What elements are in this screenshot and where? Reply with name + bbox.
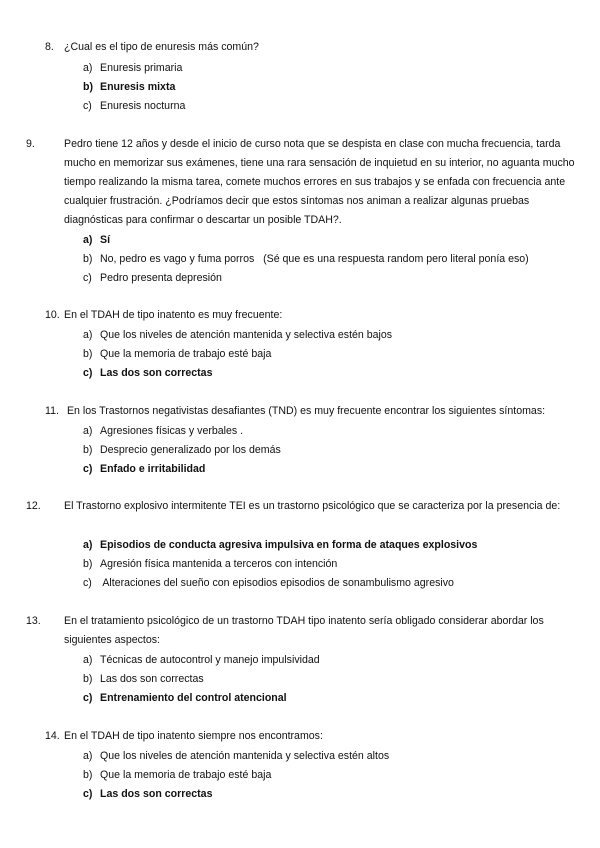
question-number: 9. bbox=[26, 138, 35, 150]
option-text: Las dos son correctas bbox=[100, 673, 204, 685]
option-letter: c) bbox=[83, 463, 93, 475]
question-14-options bbox=[83, 747, 389, 804]
option-letter: a) bbox=[83, 329, 93, 341]
option-letter: b) bbox=[83, 673, 93, 685]
option-text: Enuresis primaria bbox=[100, 62, 183, 74]
option-letter: b) bbox=[83, 253, 93, 265]
option-letter: a) bbox=[83, 654, 93, 666]
option-a bbox=[83, 422, 281, 441]
option-text: Alteraciones del sueño con episodios episodios de sonambulismo agresivo bbox=[100, 577, 454, 589]
option-c bbox=[83, 364, 392, 383]
option-text: Agresiones físicas y verbales . bbox=[100, 425, 244, 437]
option-text: Desprecio generalizado por los demás bbox=[100, 444, 281, 456]
question-text: En el TDAH de tipo inatento siempre nos encontramos: bbox=[64, 730, 323, 742]
question-text: Pedro tiene 12 años y desde el inicio de curso nota que se despista en clase con mucha frecuencia, tarda mucho en memorizar sus exámenes, tiene una rara sensación de inquietud en su interior, no aguanta mucho tiempo realizando la misma tarea, comete muchos errores en sus trabajos y se enfada con frecuencia ante cualquier frustración. ¿Podríamos decir que estos síntomas nos animan a realizar algunas pruebas diagnósticas para confirmar o descartar un posible TDAH?. bbox=[64, 138, 575, 226]
option-letter: c) bbox=[83, 577, 92, 589]
question-number: 11. bbox=[45, 405, 59, 417]
question-13 bbox=[26, 612, 575, 650]
option-c bbox=[83, 97, 185, 116]
option-a bbox=[83, 231, 529, 250]
question-13-options bbox=[83, 651, 320, 708]
option-b bbox=[83, 766, 389, 785]
option-text: Enuresis nocturna bbox=[100, 100, 186, 112]
option-letter: a) bbox=[83, 539, 93, 551]
question-10-options bbox=[83, 326, 392, 383]
option-c bbox=[83, 574, 477, 593]
option-letter: c) bbox=[83, 100, 92, 112]
option-b bbox=[83, 670, 320, 689]
option-c bbox=[83, 269, 529, 288]
option-letter: c) bbox=[83, 367, 93, 379]
option-c bbox=[83, 460, 281, 479]
question-number: 13. bbox=[26, 615, 41, 627]
option-c bbox=[83, 785, 389, 804]
option-text: Las dos son correctas bbox=[100, 788, 213, 800]
question-text: En el TDAH de tipo inatento es muy frecuente: bbox=[64, 309, 283, 321]
option-b bbox=[83, 441, 281, 460]
question-9 bbox=[26, 135, 575, 230]
question-number: 8. bbox=[45, 41, 54, 53]
option-text: Enfado e irritabilidad bbox=[100, 463, 206, 475]
option-letter: c) bbox=[83, 692, 93, 704]
option-letter: c) bbox=[83, 272, 92, 284]
question-text: ¿Cual es el tipo de enuresis más común? bbox=[64, 41, 259, 53]
question-number: 14. bbox=[45, 730, 60, 742]
option-letter: a) bbox=[83, 425, 93, 437]
option-a bbox=[83, 651, 320, 670]
option-text: Que los niveles de atención mantenida y selectiva estén bajos bbox=[100, 329, 393, 341]
option-letter: b) bbox=[83, 769, 93, 781]
option-text: Episodios de conducta agresiva impulsiva en forma de ataques explosivos bbox=[100, 539, 478, 551]
option-letter: b) bbox=[83, 444, 93, 456]
option-a bbox=[83, 747, 389, 766]
option-letter: b) bbox=[83, 81, 93, 93]
question-11-options bbox=[83, 422, 281, 479]
question-number: 12. bbox=[26, 500, 41, 512]
question-12 bbox=[26, 497, 575, 516]
question-text: En los Trastornos negativistas desafiantes (TND) es muy frecuente encontrar los siguientes síntomas: bbox=[64, 405, 546, 417]
option-text: Pedro presenta depresión bbox=[100, 272, 222, 284]
option-text: Que la memoria de trabajo esté baja bbox=[100, 348, 272, 360]
option-b bbox=[83, 250, 529, 269]
option-letter: b) bbox=[83, 558, 93, 570]
option-text: Enuresis mixta bbox=[100, 81, 176, 93]
option-letter: c) bbox=[83, 788, 93, 800]
question-12-options bbox=[83, 536, 477, 593]
option-a bbox=[83, 59, 185, 78]
option-a bbox=[83, 326, 392, 345]
question-10 bbox=[45, 306, 575, 325]
option-text: Agresión física mantenida a terceros con intención bbox=[100, 558, 338, 570]
question-14 bbox=[45, 727, 575, 746]
option-letter: a) bbox=[83, 62, 93, 74]
option-text: Sí bbox=[100, 234, 111, 246]
option-text: Las dos son correctas bbox=[100, 367, 213, 379]
option-b bbox=[83, 555, 477, 574]
question-text: En el tratamiento psicológico de un trastorno TDAH tipo inatento sería obligado considerar abordar los siguientes aspectos: bbox=[64, 615, 544, 646]
option-text: Entrenamiento del control atencional bbox=[100, 692, 287, 704]
question-text: El Trastorno explosivo intermitente TEI es un trastorno psicológico que se caracteriza por la presencia de: bbox=[64, 500, 561, 512]
question-8 bbox=[45, 38, 575, 57]
question-number: 10. bbox=[45, 309, 60, 321]
option-b bbox=[83, 78, 185, 97]
question-8-options bbox=[83, 59, 185, 116]
question-11 bbox=[45, 402, 575, 421]
option-text: Que los niveles de atención mantenida y selectiva estén altos bbox=[100, 750, 390, 762]
question-9-options bbox=[83, 231, 529, 288]
option-letter: a) bbox=[83, 234, 93, 246]
option-a bbox=[83, 536, 477, 555]
option-c bbox=[83, 689, 320, 708]
option-letter: a) bbox=[83, 750, 93, 762]
option-text: Que la memoria de trabajo esté baja bbox=[100, 769, 272, 781]
option-text: Técnicas de autocontrol y manejo impulsividad bbox=[100, 654, 320, 666]
option-text: No, pedro es vago y fuma porros (Sé que es una respuesta random pero literal ponía eso) bbox=[100, 253, 529, 265]
option-letter: b) bbox=[83, 348, 93, 360]
option-b bbox=[83, 345, 392, 364]
